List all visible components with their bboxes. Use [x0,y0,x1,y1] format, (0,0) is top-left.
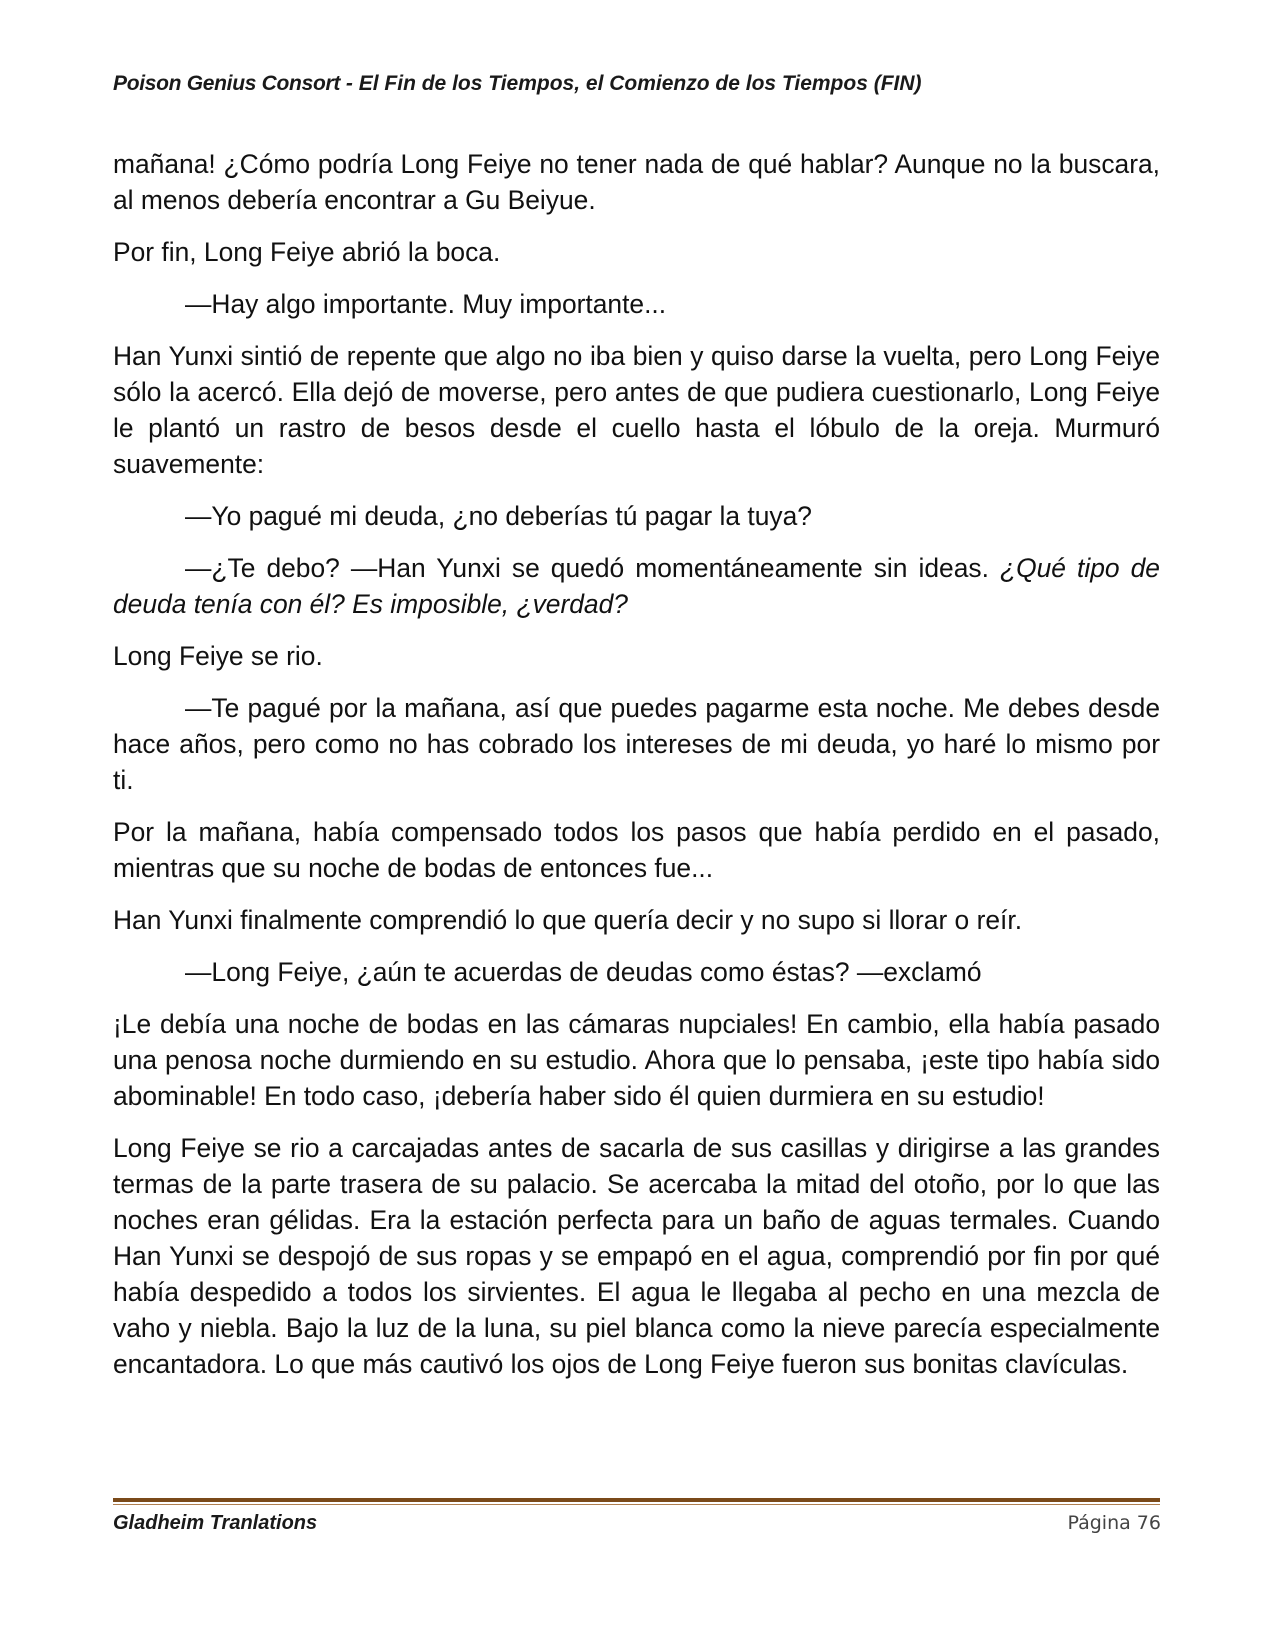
page-number: Página 76 [1067,1512,1161,1534]
header-separator: - [340,72,359,95]
header-series-title: Poison Genius Consort [113,72,341,95]
footer-publisher: Gladheim Tranlations [113,1512,318,1534]
dialogue-paragraph: —Long Feiye, ¿aún te acuerdas de deudas como éstas? —exclamó [185,957,982,987]
page-header [113,72,1163,96]
dialogue-paragraph: —Te pagué por la mañana, así que puedes pagarme esta noche. Me debes desde hace años, pero como no has cobrado los intereses de mi deuda, yo haré lo mismo por ti. [113,693,1160,795]
footer-divider-thin [113,1504,1160,1505]
dialogue-text: —¿Te debo? —Han Yunxi se quedó momentáneamente sin ideas. [185,553,1000,583]
paragraph: ¡Le debía una noche de bodas en las cámaras nupciales! En cambio, ella había pasado una penosa noche durmiendo en su estudio. Ahora que lo pensaba, ¡este tipo había sido abominable! En todo caso, ¡debería haber sido él quien durmiera en su estudio! [113,1009,1160,1111]
paragraph: Por fin, Long Feiye abrió la boca. [113,237,501,267]
paragraph: mañana! ¿Cómo podría Long Feiye no tener nada de qué hablar? Aunque no la buscara, al menos debería encontrar a Gu Beiyue. [113,149,1160,215]
paragraph: Han Yunxi finalmente comprendió lo que quería decir y no supo si llorar o reír. [113,905,1023,935]
italic-thought: ¿Qué tipo de deuda tenía con él? Es imposible, ¿verdad? [113,553,1160,619]
footer-divider [113,1498,1160,1502]
dialogue-paragraph [113,550,1160,622]
dialogue-paragraph: —Hay algo importante. Muy importante... [185,289,667,319]
dialogue-paragraph: —Yo pagué mi deuda, ¿no deberías tú pagar la tuya? [185,501,812,531]
header-chapter-title: El Fin de los Tiempos, el Comienzo de los Tiempos (FIN) [358,72,922,95]
paragraph: Long Feiye se rio. [113,641,323,671]
paragraph: Han Yunxi sintió de repente que algo no iba bien y quiso darse la vuelta, pero Long Feiye sólo la acercó. Ella dejó de moverse, pero antes de que pudiera cuestionarlo, Long Feiye le plantó un rastro de besos desde el cuello hasta el lóbulo de la oreja. Murmuró suavemente: [113,341,1160,479]
page-body [113,146,1160,1398]
paragraph: Long Feiye se rio a carcajadas antes de sacarla de sus casillas y dirigirse a las grandes termas de la parte trasera de su palacio. Se acercaba la mitad del otoño, por lo que las noches eran gélidas. Era la estación perfecta para un baño de aguas termales. Cuando Han Yunxi se despojó de sus ropas y se empapó en el agua, comprendió por fin por qué había despedido a todos los sirvientes. El agua le llegaba al pecho en una mezcla de vaho y niebla. Bajo la luz de la luna, su piel blanca como la nieve parecía especialmente encantadora. Lo que más cautivó los ojos de Long Feiye fueron sus bonitas clavículas. [113,1133,1160,1379]
paragraph: Por la mañana, había compensado todos los pasos que había perdido en el pasado, mientras que su noche de bodas de entonces fue... [113,817,1160,883]
